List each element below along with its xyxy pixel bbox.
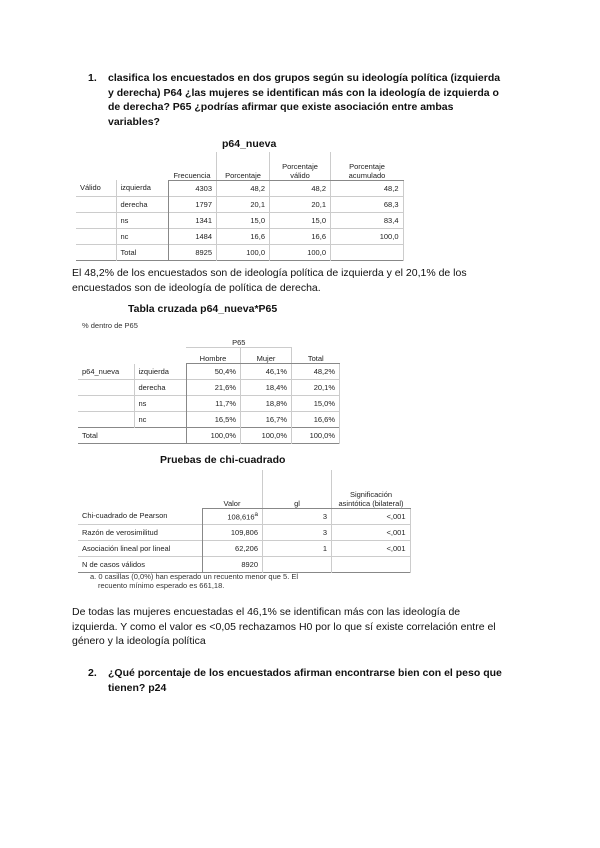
cell: <,001 <box>332 524 411 540</box>
row-label: Total <box>116 244 168 260</box>
cell <box>331 244 404 260</box>
cell: 100,0% <box>292 428 340 444</box>
paragraph-2 <box>72 605 542 649</box>
freq-group-label: Válido <box>80 183 101 193</box>
row-label: N de casos válidos <box>82 559 145 569</box>
cell: 109,806 <box>202 524 263 540</box>
cell-value: 108,616 <box>227 512 255 522</box>
footnote-line: recuento mínimo esperado es 661,18. <box>98 581 225 590</box>
question-1 <box>88 71 538 129</box>
table-row <box>78 396 340 412</box>
cell: 46,1% <box>241 364 292 380</box>
cell: 21,6% <box>186 380 241 396</box>
table-row <box>78 540 410 556</box>
cell: 20,1% <box>292 380 340 396</box>
table-row <box>78 428 340 444</box>
cell: 100,0% <box>241 428 292 444</box>
row-label: nc <box>116 228 168 244</box>
cell: 15,0 <box>270 212 331 228</box>
cell: 100,0 <box>331 228 404 244</box>
table-row <box>78 556 410 572</box>
cell: 11,7% <box>186 396 241 412</box>
cell: 8920 <box>202 556 263 572</box>
row-label: nc <box>134 412 186 428</box>
cell <box>263 556 332 572</box>
freq-header: Porcentaje <box>217 152 270 180</box>
cross-table-title: Tabla cruzada p64_nueva*P65 <box>128 303 278 315</box>
chi-table-title: Pruebas de chi-cuadrado <box>160 454 286 466</box>
cross-header: Total <box>292 348 340 364</box>
cell <box>202 508 263 524</box>
question-2-line: ¿Qué porcentaje de los encuestados afirman encontrarse bien con el peso que <box>108 667 502 679</box>
freq-table <box>76 152 404 261</box>
footnote-marker: a <box>254 510 258 518</box>
row-label: Asociación lineal por lineal <box>82 543 171 553</box>
cell: 100,0 <box>270 244 331 260</box>
table-row <box>76 180 403 196</box>
chi-header: Valor <box>202 470 263 508</box>
freq-header: Frecuencia <box>168 152 217 180</box>
paragraph-1 <box>72 266 532 295</box>
cell: 48,2 <box>270 180 331 196</box>
cross-table-subtitle: % dentro de P65 <box>82 321 138 330</box>
table-row <box>76 212 403 228</box>
freq-table-title: p64_nueva <box>222 138 277 150</box>
cell: 16,6% <box>292 412 340 428</box>
row-label: izquierda <box>134 364 186 380</box>
row-label: ns <box>116 212 168 228</box>
chi-footnote <box>90 572 298 590</box>
cross-header: Mujer <box>241 348 292 364</box>
cell: <,001 <box>332 508 411 524</box>
question-2-line: tienen? p24 <box>108 681 167 694</box>
row-label: derecha <box>134 380 186 396</box>
freq-header: Porcentaje acumulado <box>331 152 404 180</box>
question-1-number: 1. <box>88 72 97 84</box>
cell: 4303 <box>168 180 217 196</box>
cross-row-var: p64_nueva <box>82 366 120 376</box>
table-row <box>76 228 403 244</box>
cell: 3 <box>263 508 332 524</box>
cell: 83,4 <box>331 212 404 228</box>
cross-table <box>78 332 340 444</box>
paragraph-line: izquierda. Y como el valor es <0,05 rechazamos H0 por lo que sí existe correlación entre el <box>72 620 496 633</box>
row-label: Razón de verosimilitud <box>82 527 158 537</box>
cell: 50,4% <box>186 364 241 380</box>
cross-col-group: P65 <box>186 332 292 348</box>
cell: 1341 <box>168 212 217 228</box>
row-label: derecha <box>116 196 168 212</box>
question-2-number: 2. <box>88 667 97 679</box>
table-row <box>76 196 403 212</box>
row-label: ns <box>134 396 186 412</box>
cell: 1484 <box>168 228 217 244</box>
table-row <box>78 508 410 524</box>
cell: 20,1 <box>270 196 331 212</box>
cell: 48,2 <box>217 180 270 196</box>
table-row <box>78 524 410 540</box>
cell: 3 <box>263 524 332 540</box>
paragraph-line: El 48,2% de los encuestados son de ideología política de izquierda y el 20,1% de los <box>72 267 467 279</box>
cell: 100,0 <box>217 244 270 260</box>
cell: 100,0% <box>186 428 241 444</box>
paragraph-line: De todas las mujeres encuestadas el 46,1% se identifican más con las ideología de <box>72 606 461 618</box>
chi-header: Significación asintótica (bilateral) <box>332 470 411 508</box>
cell: 20,1 <box>217 196 270 212</box>
table-row <box>78 380 340 396</box>
table-row <box>76 244 403 260</box>
cell: 16,6 <box>270 228 331 244</box>
chi-table <box>78 470 411 573</box>
cell: 8925 <box>168 244 217 260</box>
question-1-line: de derecha? P65 ¿podrías afirmar que existe asociación entre ambas <box>108 101 454 113</box>
cell: 18,8% <box>241 396 292 412</box>
chi-header: gl <box>263 470 332 508</box>
question-2 <box>88 666 538 695</box>
cell: 15,0% <box>292 396 340 412</box>
cell: 16,6 <box>217 228 270 244</box>
cell: 16,5% <box>186 412 241 428</box>
cell: 15,0 <box>217 212 270 228</box>
cell: 18,4% <box>241 380 292 396</box>
row-label: izquierda <box>116 180 168 196</box>
cross-header: Hombre <box>186 348 241 364</box>
cell: 1 <box>263 540 332 556</box>
footnote-line: a. 0 casillas (0,0%) han esperado un recuento menor que 5. El <box>90 572 299 581</box>
table-row <box>78 364 340 380</box>
row-label: Total <box>82 431 98 440</box>
question-1-line: clasifica los encuestados en dos grupos según su ideología política (izquierda <box>108 72 501 84</box>
paragraph-line: encuestados son de ideología de política de derecha. <box>72 281 321 294</box>
cell <box>332 556 411 572</box>
cell: 62,206 <box>202 540 263 556</box>
cell: 48,2 <box>331 180 404 196</box>
cell: 16,7% <box>241 412 292 428</box>
cell: 68,3 <box>331 196 404 212</box>
paragraph-line: género y la ideología política <box>72 635 206 647</box>
cell: <,001 <box>332 540 411 556</box>
cell: 48,2% <box>292 364 340 380</box>
cell: 1797 <box>168 196 217 212</box>
question-1-line: variables? <box>108 115 160 128</box>
row-label: Chi-cuadrado de Pearson <box>82 511 168 521</box>
freq-header: Porcentaje válido <box>270 152 331 180</box>
question-1-line: y derecha) P64 ¿las mujeres se identifican más con la ideología de izquierda o <box>108 86 499 99</box>
table-row <box>78 412 340 428</box>
